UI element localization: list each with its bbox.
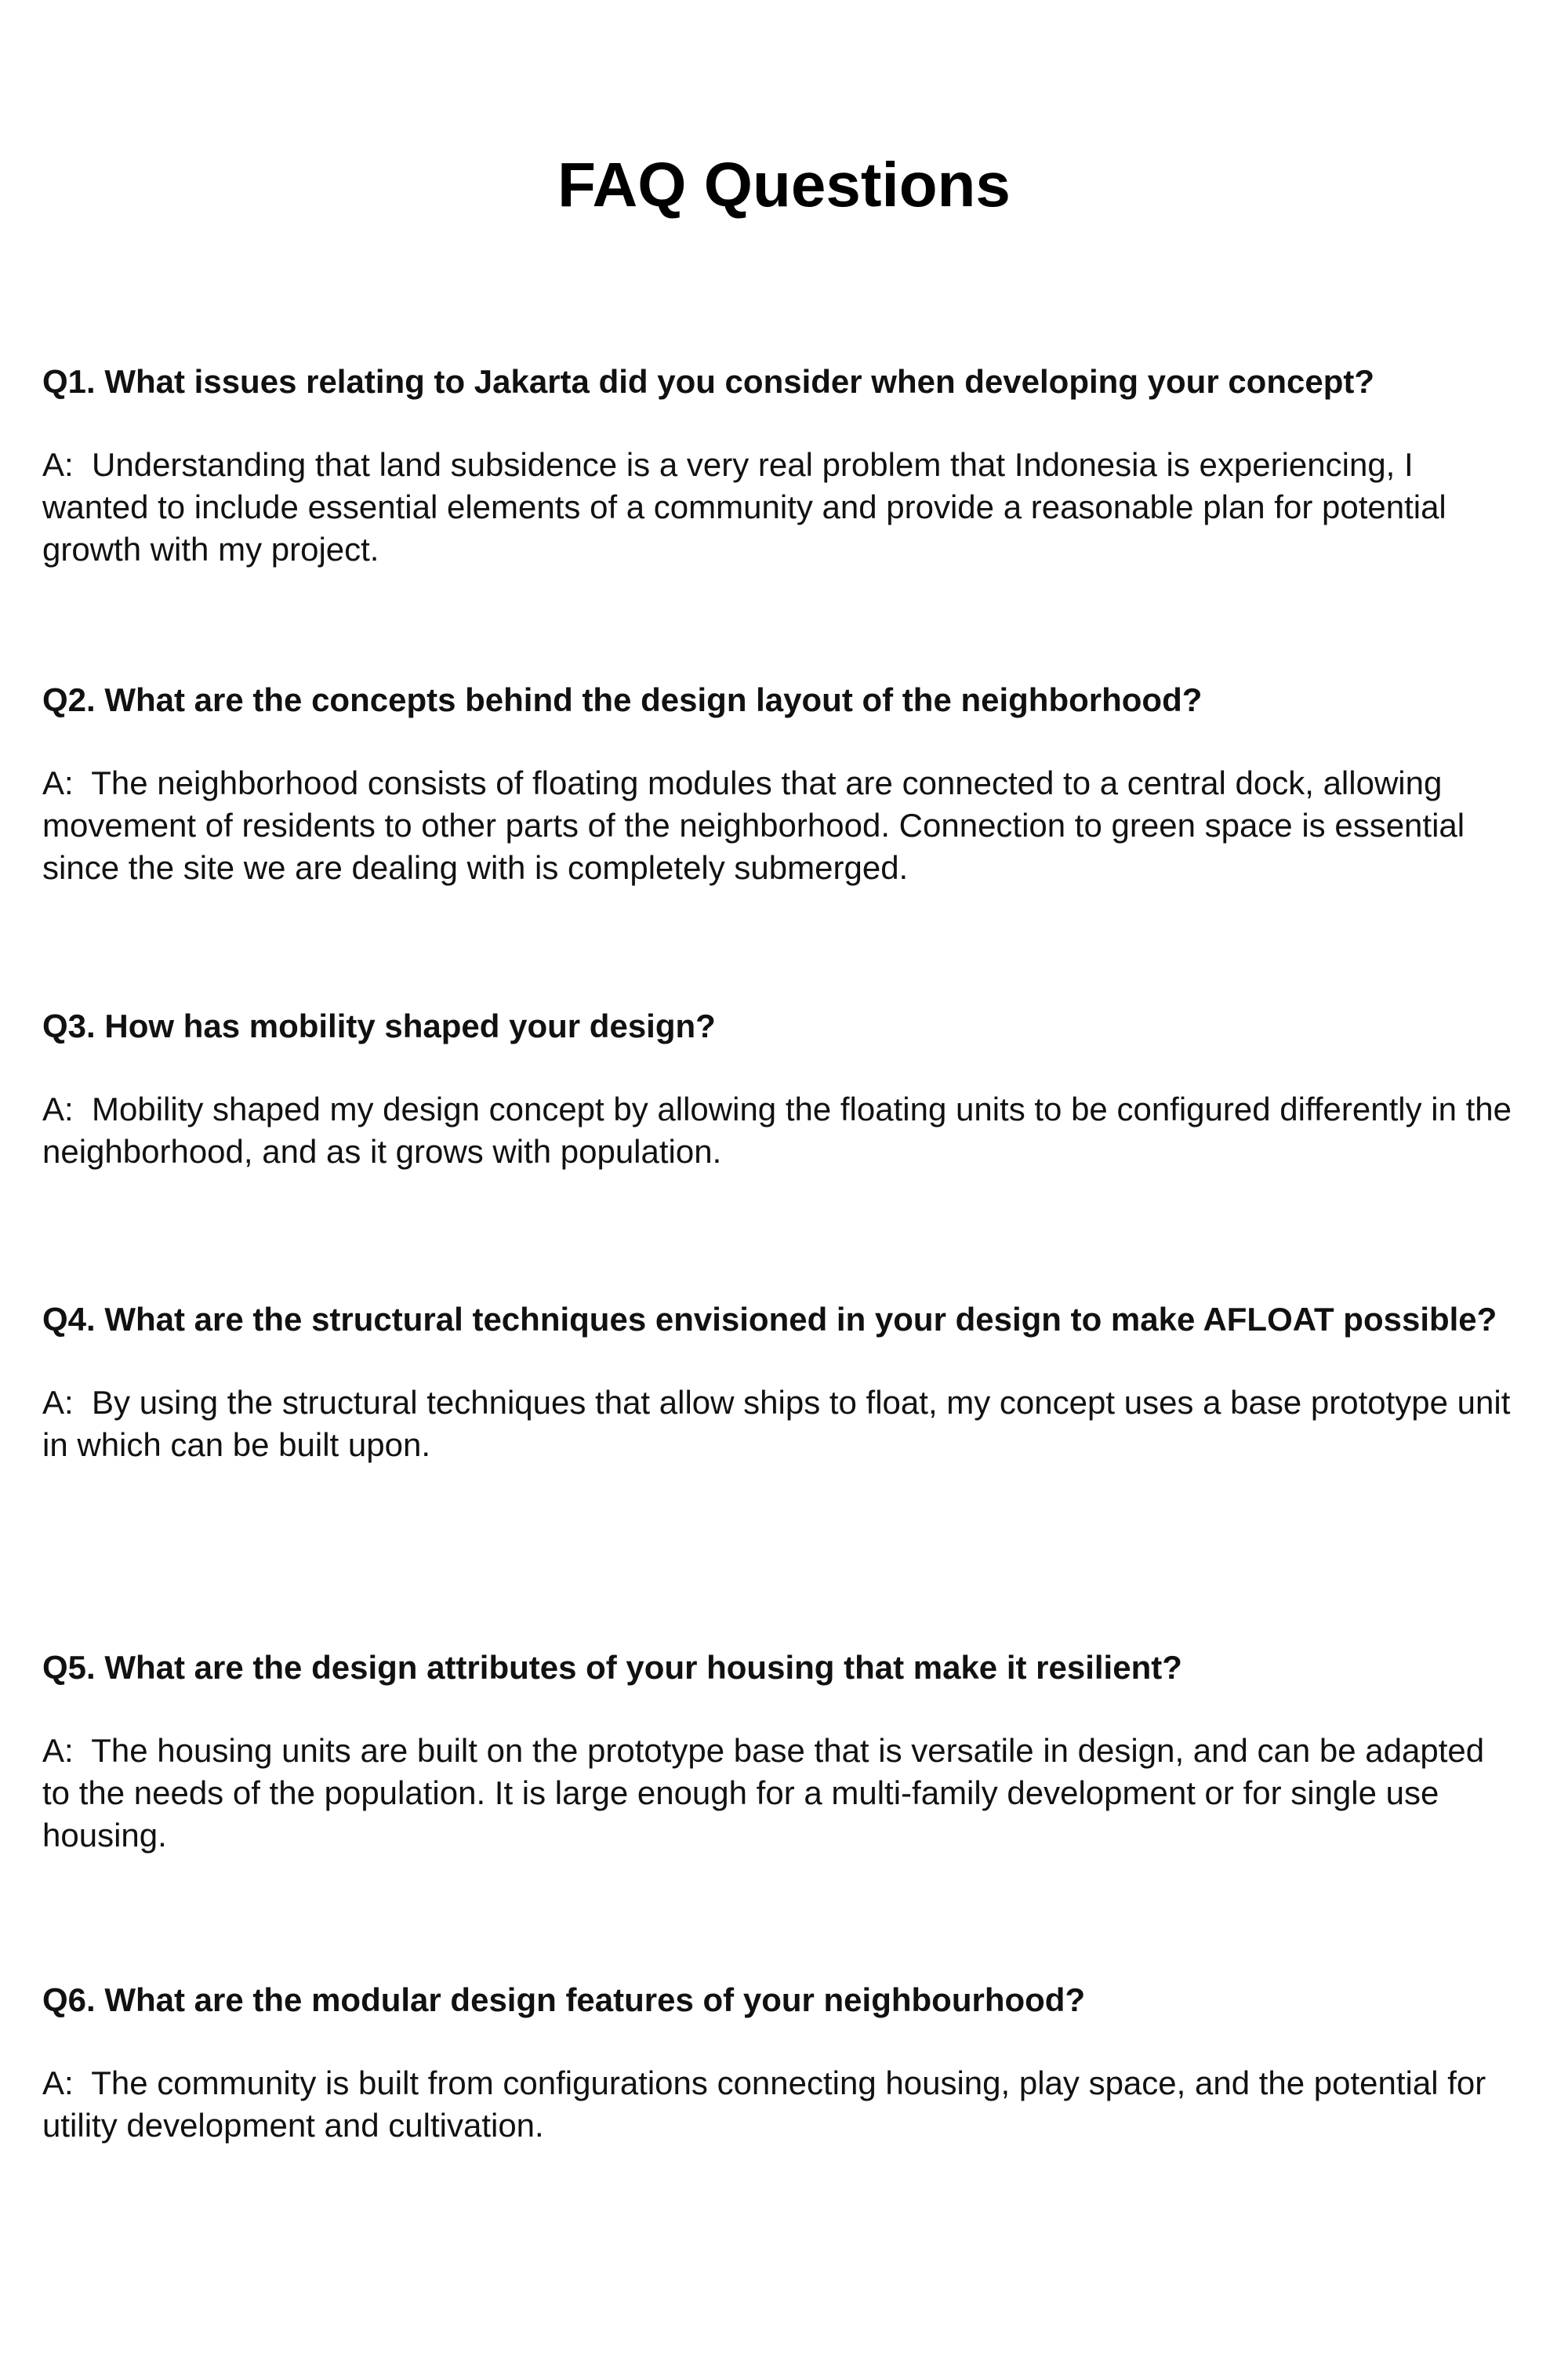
- faq-answer-5: A: The housing units are built on the prototype base that is versatile in design, and can be adapted to the needs of the population. It is large enough for a multi-family development or for single use housing.: [42, 1732, 1494, 1854]
- faq-question-4: Q4. What are the structural techniques envisioned in your design to make AFLOAT possible?: [42, 1301, 1497, 1338]
- faq-question-1: Q1. What issues relating to Jakarta did you consider when developing your concept?: [42, 363, 1375, 400]
- faq-item-3: [42, 1005, 1521, 1173]
- faq-question-5: Q5. What are the design attributes of your housing that make it resilient?: [42, 1649, 1182, 1686]
- faq-item-6: [42, 1979, 1516, 2147]
- faq-answer-3: A: Mobility shaped my design concept by allowing the floating units to be configured differently in the neighborhood, and as it grows with population.: [42, 1091, 1521, 1170]
- faq-question-6: Q6. What are the modular design features of your neighbourhood?: [42, 1981, 1086, 2018]
- faq-item-2: [42, 679, 1516, 889]
- faq-question-3: Q3. How has mobility shaped your design?: [42, 1008, 716, 1044]
- faq-answer-4: A: By using the structural techniques that allow ships to float, my concept uses a base prototype unit in which can be built upon.: [42, 1384, 1520, 1463]
- faq-answer-2: A: The neighborhood consists of floating modules that are connected to a central dock, allowing movement of residents to other parts of the neighborhood. Connection to green space is essential since the site we are dealing with is completely submerged.: [42, 764, 1474, 886]
- faq-item-1: [42, 361, 1516, 571]
- page-title: FAQ Questions: [557, 150, 1011, 220]
- faq-item-4: [42, 1298, 1520, 1466]
- faq-answer-1: A: Understanding that land subsidence is a very real problem that Indonesia is experiencing, I wanted to include essential elements of a community and provide a reasonable plan for potential growth with my project.: [42, 446, 1456, 568]
- faq-answer-6: A: The community is built from configurations connecting housing, play space, and the potential for utility development and cultivation.: [42, 2064, 1495, 2144]
- faq-item-5: [42, 1647, 1516, 1857]
- faq-question-2: Q2. What are the concepts behind the design layout of the neighborhood?: [42, 681, 1203, 718]
